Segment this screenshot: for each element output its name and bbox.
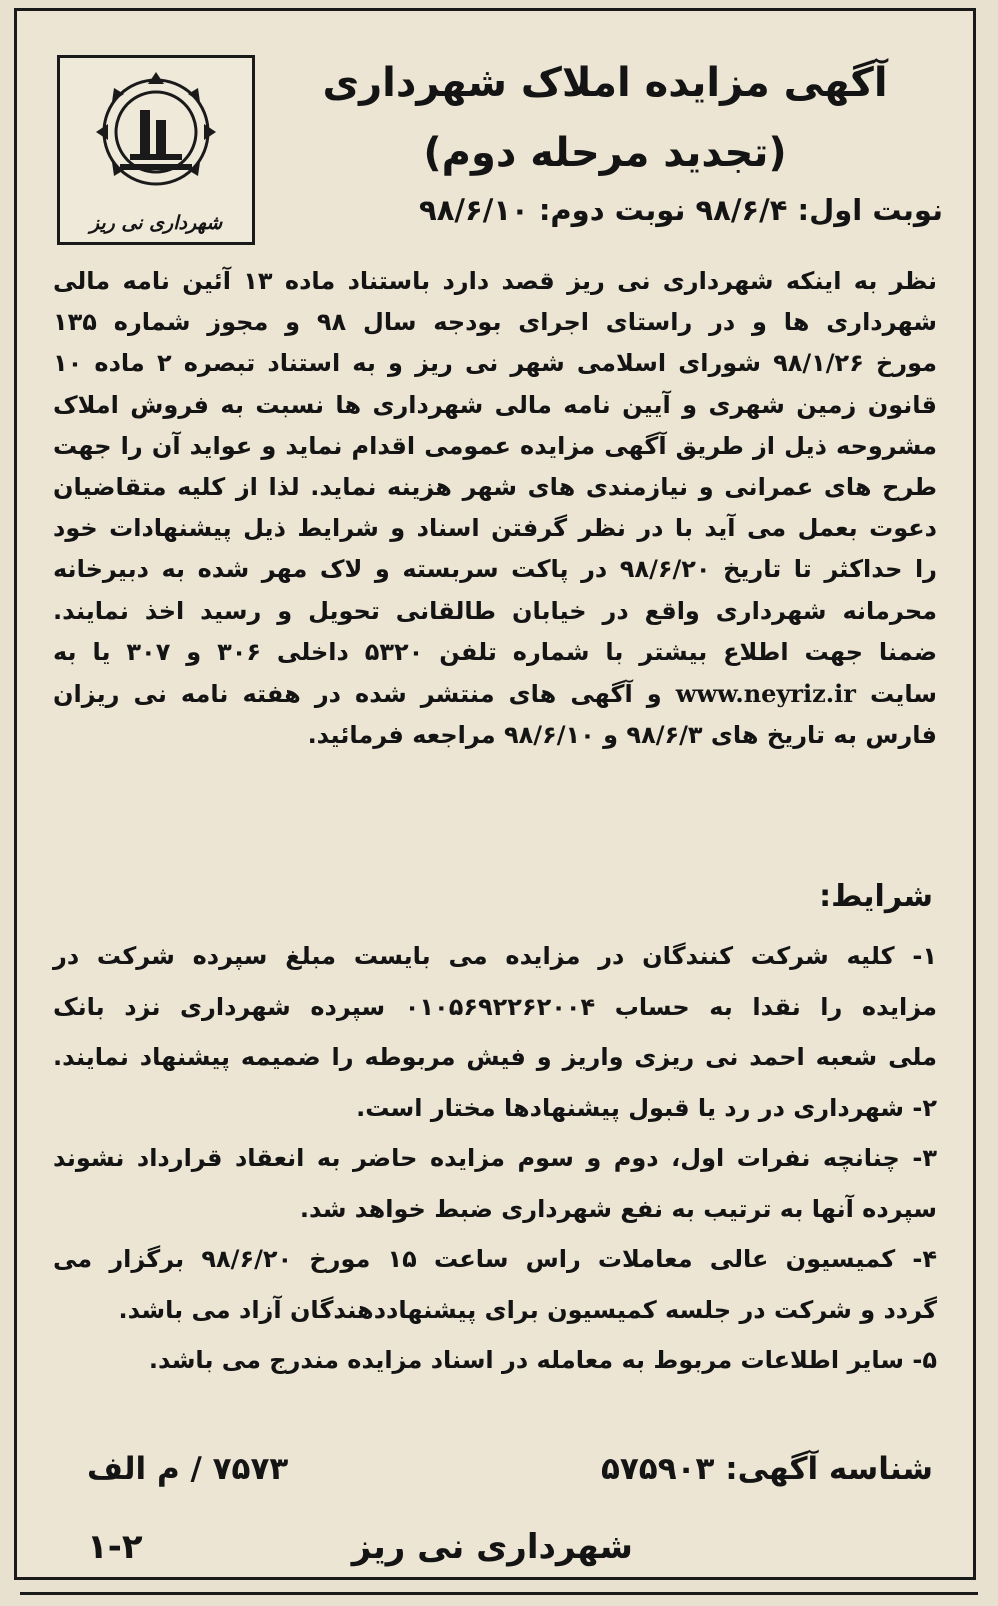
condition-line: ۳- چنانچه نفرات اول، دوم و سوم مزایده حاضر به انعقاد قرارداد نشوند: [53, 1144, 937, 1172]
body-line: طرح های عمرانی و نیازمندی های شهر هزینه نماید. لذا از کلیه متقاضیان: [53, 473, 937, 502]
logo-text: شهرداری نی ریز: [89, 212, 223, 234]
logo-box: [57, 55, 255, 245]
condition-line: سپرده آنها به ترتیب به نفع شهرداری ضبط خواهد شد.: [299, 1194, 937, 1223]
page-ref: ۱-۲: [87, 1527, 143, 1567]
condition-line: ملی شعبه احمد نی ریزی واریز و فیش مربوطه را ضمیمه پیشنهاد نمایند.: [53, 1043, 937, 1071]
condition-line: ۱- کلیه شرکت کنندگان در مزایده می بایست مبلغ سپرده شرکت در: [53, 942, 937, 970]
body-line: مشروحه ذیل از طریق آگهی مزایده عمومی اقدام نماید و عواید آن را جهت: [53, 431, 937, 460]
body-line: دعوت بعمل می آید با در نظر گرفتن اسناد و شرایط ذیل پیشنهادات خود: [53, 514, 937, 543]
publication-schedule: نوبت اول: ۹۸/۶/۴ نوبت دوم: ۹۸/۶/۱۰: [419, 193, 943, 227]
org-name: شهرداری نی ریز: [351, 1527, 633, 1567]
conditions-heading: شرایط:: [819, 879, 933, 914]
bottom-rule: [20, 1592, 978, 1595]
website-link[interactable]: www.neyriz.ir: [675, 679, 856, 709]
condition-line: مزایده را نقدا به حساب ۰۱۰۵۶۹۲۲۶۲۰۰۴ سپرده شهرداری نزد بانک: [53, 992, 937, 1021]
site-prefix: سایت: [869, 680, 938, 709]
body-line: را حداکثر تا تاریخ ۹۸/۶/۲۰ در پاکت سربسته و لاک مهر شده به دبیرخانه: [53, 555, 937, 584]
ad-title: آگهی مزایده املاک شهرداری: [322, 60, 888, 106]
body-line: فارس به تاریخ های ۹۸/۶/۳ و ۹۸/۶/۱۰ مراجعه فرمائید.: [307, 721, 937, 750]
conditions-list: [53, 931, 937, 1386]
ad-subtitle: (تجدید مرحله دوم): [423, 130, 787, 176]
body-line: شهرداری ها و در راستای اجرای بودجه سال ۹۸ و مجوز شماره ۱۳۵: [53, 308, 937, 337]
body-line-website: [53, 673, 937, 715]
body-line: نظر به اینکه شهرداری نی ریز قصد دارد باستناد ماده ۱۳ آئین نامه مالی: [53, 267, 937, 295]
body-line: مورخ ۹۸/۱/۲۶ شورای اسلامی شهر نی ریز و به استناد تبصره ۲ ماده ۱۰: [53, 349, 937, 378]
condition-line: ۲- شهرداری در رد یا قبول پیشنهادها مختار است.: [356, 1093, 937, 1122]
ad-code: ۷۵۷۳ / م الف: [87, 1451, 289, 1487]
condition-line: ۵- سایر اطلاعات مربوط به معامله در اسناد مزایده مندرج می باشد.: [148, 1346, 937, 1374]
body-line: ضمنا جهت اطلاع بیشتر با شماره تلفن ۵۳۲۰ داخلی ۳۰۶ و ۳۰۷ یا به: [53, 637, 938, 666]
condition-line: ۴- کمیسیون عالی معاملات راس ساعت ۱۵ مورخ ۹۸/۶/۲۰ برگزار می: [53, 1245, 937, 1273]
ad-body: [53, 261, 937, 756]
footer-row-org: [87, 1527, 933, 1577]
footer-row-id: [87, 1451, 933, 1501]
ad-frame: [14, 8, 976, 1580]
condition-line: گردد و شرکت در جلسه کمیسیون برای پیشنهاددهندگان آزاد می باشد.: [118, 1295, 937, 1324]
body-line: قانون زمین شهری و آیین نامه مالی شهرداری ها نسبت به فروش املاک: [53, 390, 937, 419]
ad-id: شناسه آگهی: ۵۷۵۹۰۳: [600, 1451, 933, 1487]
body-line: محرمانه شهرداری واقع در خیابان طالقانی تحویل و رسید اخذ نمایند.: [53, 596, 937, 625]
site-suffix: و آگهی های منتشر شده در هفته نامه نی ریزان: [53, 680, 662, 709]
